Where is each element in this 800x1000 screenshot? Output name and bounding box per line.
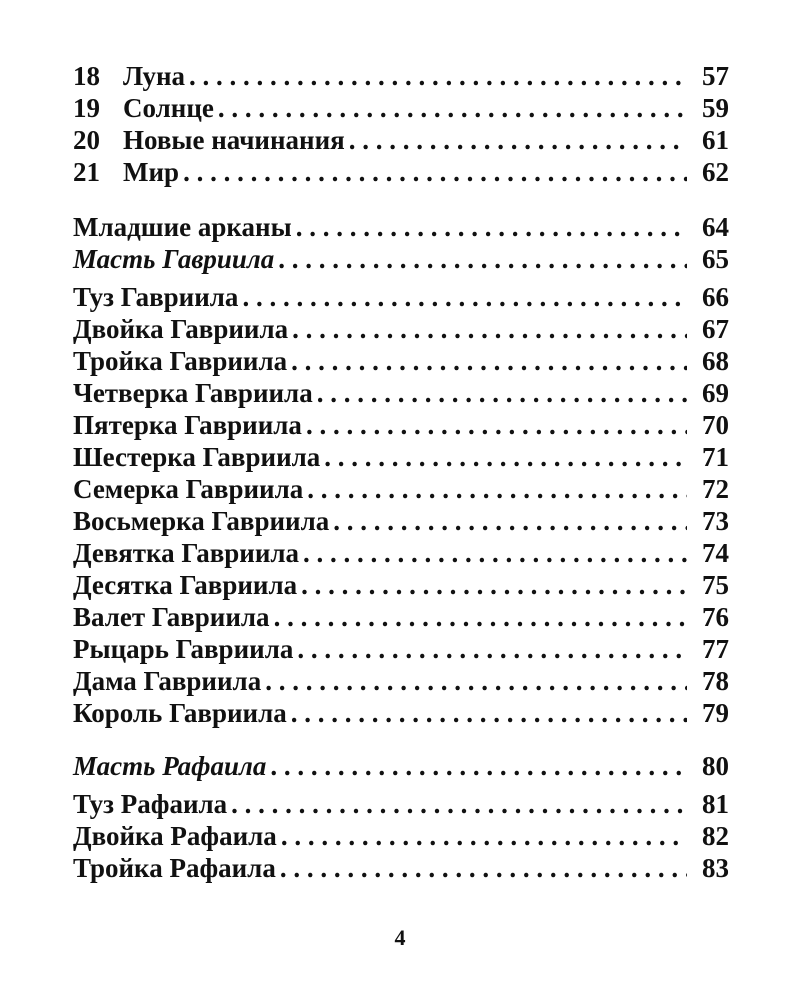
toc-entry xyxy=(73,281,729,313)
toc-entry xyxy=(73,601,729,633)
entry-page: 71 xyxy=(702,442,729,472)
dot-leader xyxy=(292,313,687,345)
dot-leader xyxy=(242,281,687,313)
toc-entry xyxy=(73,665,729,697)
dot-leader xyxy=(349,124,687,156)
entry-title: Король Гавриила xyxy=(73,698,287,728)
entry-page: 70 xyxy=(702,410,729,440)
dot-leader xyxy=(301,569,687,601)
dot-leader xyxy=(270,750,687,782)
entry-title: Девятка Гавриила xyxy=(73,538,300,568)
entry-page: 61 xyxy=(702,125,729,155)
entry-page: 72 xyxy=(702,474,729,504)
toc-entry xyxy=(73,441,729,473)
entry-page: 76 xyxy=(702,602,729,632)
toc-entry xyxy=(73,377,729,409)
suit-title: Масть Гавриила xyxy=(73,244,275,274)
entry-page: 73 xyxy=(702,506,729,536)
toc-entry xyxy=(73,820,729,852)
entry-title: Туз Гавриила xyxy=(73,282,239,312)
dot-leader xyxy=(307,473,687,505)
toc-entry xyxy=(73,633,729,665)
suit-page: 80 xyxy=(702,751,729,781)
entry-page: 67 xyxy=(702,314,729,344)
toc-entry xyxy=(73,92,729,124)
suit-heading-gabriel xyxy=(73,243,729,275)
dot-leader xyxy=(303,537,687,569)
suit-heading-raphael xyxy=(73,750,729,782)
entry-number: 20 xyxy=(73,125,100,155)
section-title: Младшие арканы xyxy=(73,212,292,242)
page-number: 4 xyxy=(394,925,406,950)
entry-page: 77 xyxy=(702,634,729,664)
toc-entry xyxy=(73,697,729,729)
toc-entry xyxy=(73,124,729,156)
dot-leader xyxy=(291,345,687,377)
suit-page: 65 xyxy=(702,244,729,274)
section-heading-minor-arcana xyxy=(73,211,729,243)
dot-leader xyxy=(274,601,687,633)
entry-title: Луна xyxy=(123,61,186,91)
toc-entry xyxy=(73,505,729,537)
dot-leader xyxy=(297,633,687,665)
entry-title: Тройка Рафаила xyxy=(73,853,276,883)
dot-leader xyxy=(324,441,687,473)
entry-page: 81 xyxy=(702,789,729,819)
dot-leader xyxy=(317,377,687,409)
entry-title: Рыцарь Гавриила xyxy=(73,634,294,664)
toc-entry xyxy=(73,409,729,441)
entry-page: 78 xyxy=(702,666,729,696)
dot-leader xyxy=(189,60,687,92)
suit-title: Масть Рафаила xyxy=(73,751,267,781)
entry-title: Тройка Гавриила xyxy=(73,346,288,376)
entry-page: 83 xyxy=(702,853,729,883)
entry-title: Дама Гавриила xyxy=(73,666,262,696)
entry-title: Четверка Гавриила xyxy=(73,378,313,408)
entry-title: Пятерка Гавриила xyxy=(73,410,302,440)
dot-leader xyxy=(278,243,687,275)
toc-entry xyxy=(73,345,729,377)
toc-entry xyxy=(73,852,729,884)
entry-title: Двойка Рафаила xyxy=(73,821,277,851)
dot-leader xyxy=(265,665,687,697)
entry-title: Валет Гавриила xyxy=(73,602,270,632)
entry-title: Семерка Гавриила xyxy=(73,474,304,504)
entry-title: Шестерка Гавриила xyxy=(73,442,321,472)
dot-leader xyxy=(231,788,687,820)
entry-page: 75 xyxy=(702,570,729,600)
dot-leader xyxy=(333,505,687,537)
toc-entry xyxy=(73,473,729,505)
entry-page: 57 xyxy=(702,61,729,91)
table-of-contents xyxy=(73,60,729,884)
entry-title: Мир xyxy=(123,157,180,187)
entry-title: Новые начинания xyxy=(123,125,345,155)
dot-leader xyxy=(280,852,687,884)
entry-page: 79 xyxy=(702,698,729,728)
entry-page: 66 xyxy=(702,282,729,312)
entry-page: 59 xyxy=(702,93,729,123)
entry-page: 62 xyxy=(702,157,729,187)
dot-leader xyxy=(183,156,687,188)
dot-leader xyxy=(281,820,687,852)
entry-page: 68 xyxy=(702,346,729,376)
dot-leader xyxy=(291,697,687,729)
entry-page: 82 xyxy=(702,821,729,851)
entry-title: Десятка Гавриила xyxy=(73,570,298,600)
entry-number: 21 xyxy=(73,157,100,187)
entry-number: 19 xyxy=(73,93,100,123)
toc-entry xyxy=(73,313,729,345)
entry-page: 69 xyxy=(702,378,729,408)
dot-leader xyxy=(306,409,687,441)
dot-leader xyxy=(296,211,687,243)
entry-page: 74 xyxy=(702,538,729,568)
toc-entry xyxy=(73,788,729,820)
toc-entry xyxy=(73,569,729,601)
entry-title: Восьмерка Гавриила xyxy=(73,506,330,536)
entry-title: Солнце xyxy=(123,93,214,123)
toc-entry xyxy=(73,60,729,92)
section-page: 64 xyxy=(702,212,729,242)
toc-entry xyxy=(73,156,729,188)
entry-title: Туз Рафаила xyxy=(73,789,228,819)
entry-title: Двойка Гавриила xyxy=(73,314,289,344)
dot-leader xyxy=(218,92,687,124)
entry-number: 18 xyxy=(73,61,100,91)
toc-entry xyxy=(73,537,729,569)
